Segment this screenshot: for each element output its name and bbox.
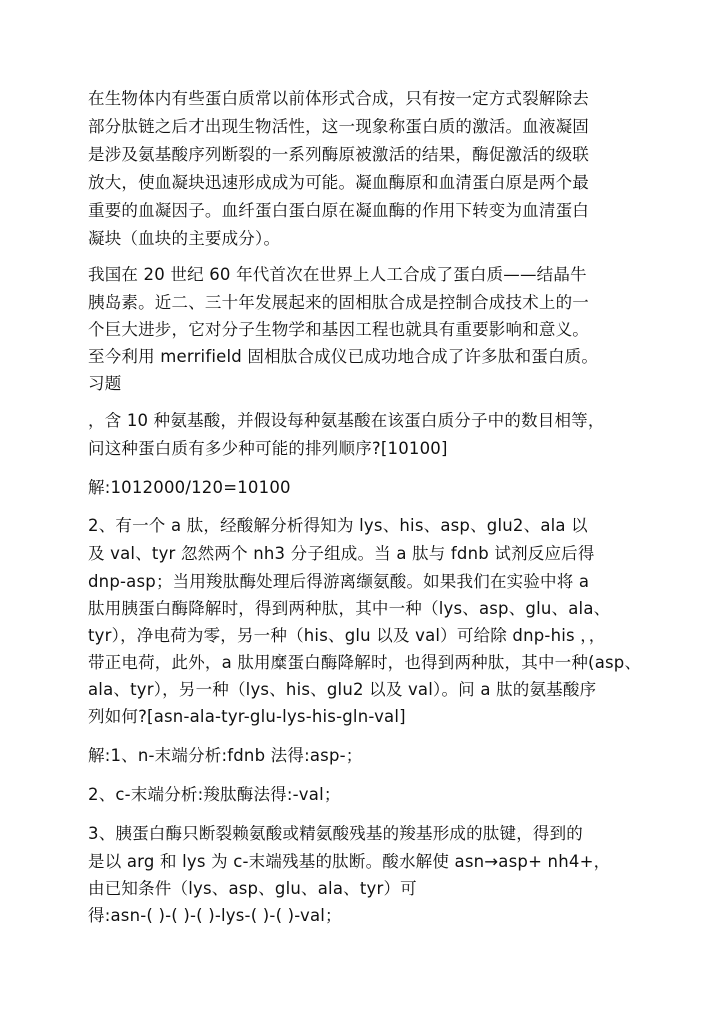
text-line: 至今利用 merrifield 固相肽合成仪已成功地合成了许多肽和蛋白质。 bbox=[88, 347, 599, 366]
text-line: tyr），净电荷为零，另一种（his、glu 以及 val）可给除 dnp-his ，， bbox=[88, 626, 606, 645]
text-line: 部分肽链之后才出现生物活性，这一现象称蛋白质的激活。血液凝固 bbox=[88, 117, 589, 136]
text-line: 习题 bbox=[88, 374, 122, 393]
text-line: 胰岛素。近二、三十年发展起来的固相肽合成是控制合成技术上的一 bbox=[88, 293, 589, 312]
text-line: 是以 arg 和 lys 为 c-末端残基的肽断。酸水解使 asn→asp+ nh4+， bbox=[88, 852, 611, 871]
text-line: 3、胰蛋白酶只断裂赖氨酸或精氨酸残基的羧基形成的肽键，得到的 bbox=[88, 824, 583, 843]
text-line: 带正电荷，此外，a 肽用糜蛋白酶降解时，也得到两种肽，其中一种(asp、 bbox=[88, 653, 642, 672]
text-line: 解:1、n-末端分析:fdnb 法得:asp-； bbox=[88, 746, 363, 765]
text-line: 列如何?[asn-ala-tyr-glu-lys-his-gln-val] bbox=[88, 707, 406, 726]
text-line: ，含 10 种氨基酸，并假设每种氨基酸在该蛋白质分子中的数目相等， bbox=[88, 411, 605, 430]
text-line: 我国在 20 世纪 60 年代首次在世界上人工合成了蛋白质——结晶牛 bbox=[88, 265, 587, 284]
text-line: 由已知条件（lys、asp、glu、ala、tyr）可 bbox=[88, 879, 417, 898]
text-line: 放大，使血凝块迅速形成成为可能。凝血酶原和血清蛋白原是两个最 bbox=[88, 173, 589, 192]
text-line: 解:1012000/120=10100 bbox=[88, 478, 291, 497]
text-line: 2、c-末端分析:羧肽酶法得:-val； bbox=[88, 785, 341, 804]
text-line: ala、tyr），另一种（lys、his、glu2 以及 val）。问 a 肽的氨基酸序 bbox=[88, 680, 597, 699]
text-line: 在生物体内有些蛋白质常以前体形式合成，只有按一定方式裂解除去 bbox=[88, 89, 589, 108]
text-line: 是涉及氨基酸序列断裂的一系列酶原被激活的结果，酶促激活的级联 bbox=[88, 145, 589, 164]
text-line: 问这种蛋白质有多少种可能的排列顺序?[10100] bbox=[88, 439, 448, 458]
text-line: dnp-asp；当用羧肽酶处理后得游离缬氨酸。如果我们在实验中将 a bbox=[88, 572, 590, 591]
text-line: 个巨大进步，它对分子生物学和基因工程也就具有重要影响和意义。 bbox=[88, 320, 589, 339]
text-line: 2、有一个 a 肽，经酸解分析得知为 lys、his、asp、glu2、ala 以 bbox=[88, 516, 588, 535]
text-line: 及 val、tyr 忽然两个 nh3 分子组成。当 a 肽与 fdnb 试剂反应后得 bbox=[88, 544, 595, 563]
text-line: 重要的血凝因子。血纤蛋白蛋白原在凝血酶的作用下转变为血清蛋白 bbox=[88, 201, 589, 220]
text-line: 肽用胰蛋白酶降解时，得到两种肽，其中一种（lys、asp、glu、ala、 bbox=[88, 599, 611, 618]
text-line: 得:asn-( )-( )-( )-lys-( )-( )-val； bbox=[88, 906, 342, 925]
text-line: 凝块（血块的主要成分）。 bbox=[88, 229, 281, 248]
